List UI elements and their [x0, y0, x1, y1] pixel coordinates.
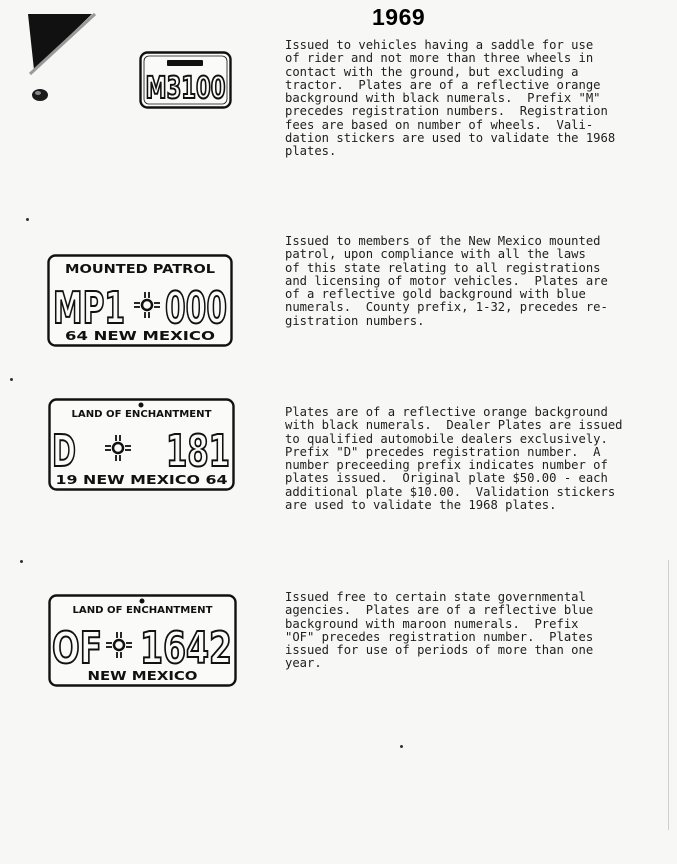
plate-number: 181 [166, 426, 230, 477]
plate-top-text: LAND OF ENCHANTMENT [72, 605, 213, 616]
plate-number: 1642 [140, 623, 232, 674]
dealer-plate-description: Plates are of a reflective orange background with black numerals. Dealer Plates are issued to qualified automobile dealers exclusively. Prefix "D" precedes registration number. A number preceeding prefix indicates number of plates issued. Original plate $50.00 - each additional plate $10.00. Validation stickers are used to validate the 1968 plates. [285, 405, 623, 513]
plate-number-prefix: MP1 [53, 283, 125, 334]
plate-bottom-text: 19 NEW MEXICO 64 [55, 473, 228, 487]
validation-sticker-icon [167, 60, 203, 66]
scan-speck [26, 218, 29, 221]
plate-bottom-text: NEW MEXICO [87, 669, 198, 683]
motorcycle-plate-description: Issued to vehicles having a saddle for use of rider and not more than three wheels in contact with the ground, but excluding a tractor. Plates are of a reflective orange background with black numerals. Prefix "M" precedes registration numbers. Registration fees are based on number of wheels. Vali- dation stickers are used to validate the 1968 plates. [285, 38, 616, 159]
government-plate-description: Issued free to certain state governmental agencies. Plates are of a reflective blue background with maroon numerals. Prefix "OF" precedes registration number. Plates issued for use of periods of more than one year. [285, 590, 594, 671]
government-plate [48, 594, 237, 688]
page-year: 1969 [372, 4, 426, 30]
scan-edge [668, 560, 669, 830]
mount-hole-icon [140, 599, 145, 604]
motorcycle-plate [139, 51, 232, 109]
plate-number: 000 [165, 283, 227, 334]
plate-top-text: LAND OF ENCHANTMENT [71, 409, 212, 420]
mounted-patrol-plate [47, 254, 233, 348]
mount-hole-icon [139, 403, 144, 408]
plate-number-prefix: OF [52, 623, 102, 674]
plate-bottom-text: 64 NEW MEXICO [65, 329, 215, 343]
dealer-plate [48, 398, 235, 492]
scan-speck [20, 560, 23, 563]
plate-number: M3100 [145, 71, 226, 106]
scan-speck [400, 745, 403, 748]
folded-corner-mark-icon [0, 0, 120, 110]
plate-top-text: MOUNTED PATROL [65, 262, 216, 276]
mounted-patrol-plate-description: Issued to members of the New Mexico mounted patrol, upon compliance with all the laws of this state relating to all registrations and licensing of motor vehicles. Plates are of a reflective gold background with blue numerals. County prefix, 1-32, precedes re- gistration numbers. [285, 234, 608, 328]
plate-number-prefix: D [52, 426, 76, 477]
scan-speck [10, 378, 13, 381]
